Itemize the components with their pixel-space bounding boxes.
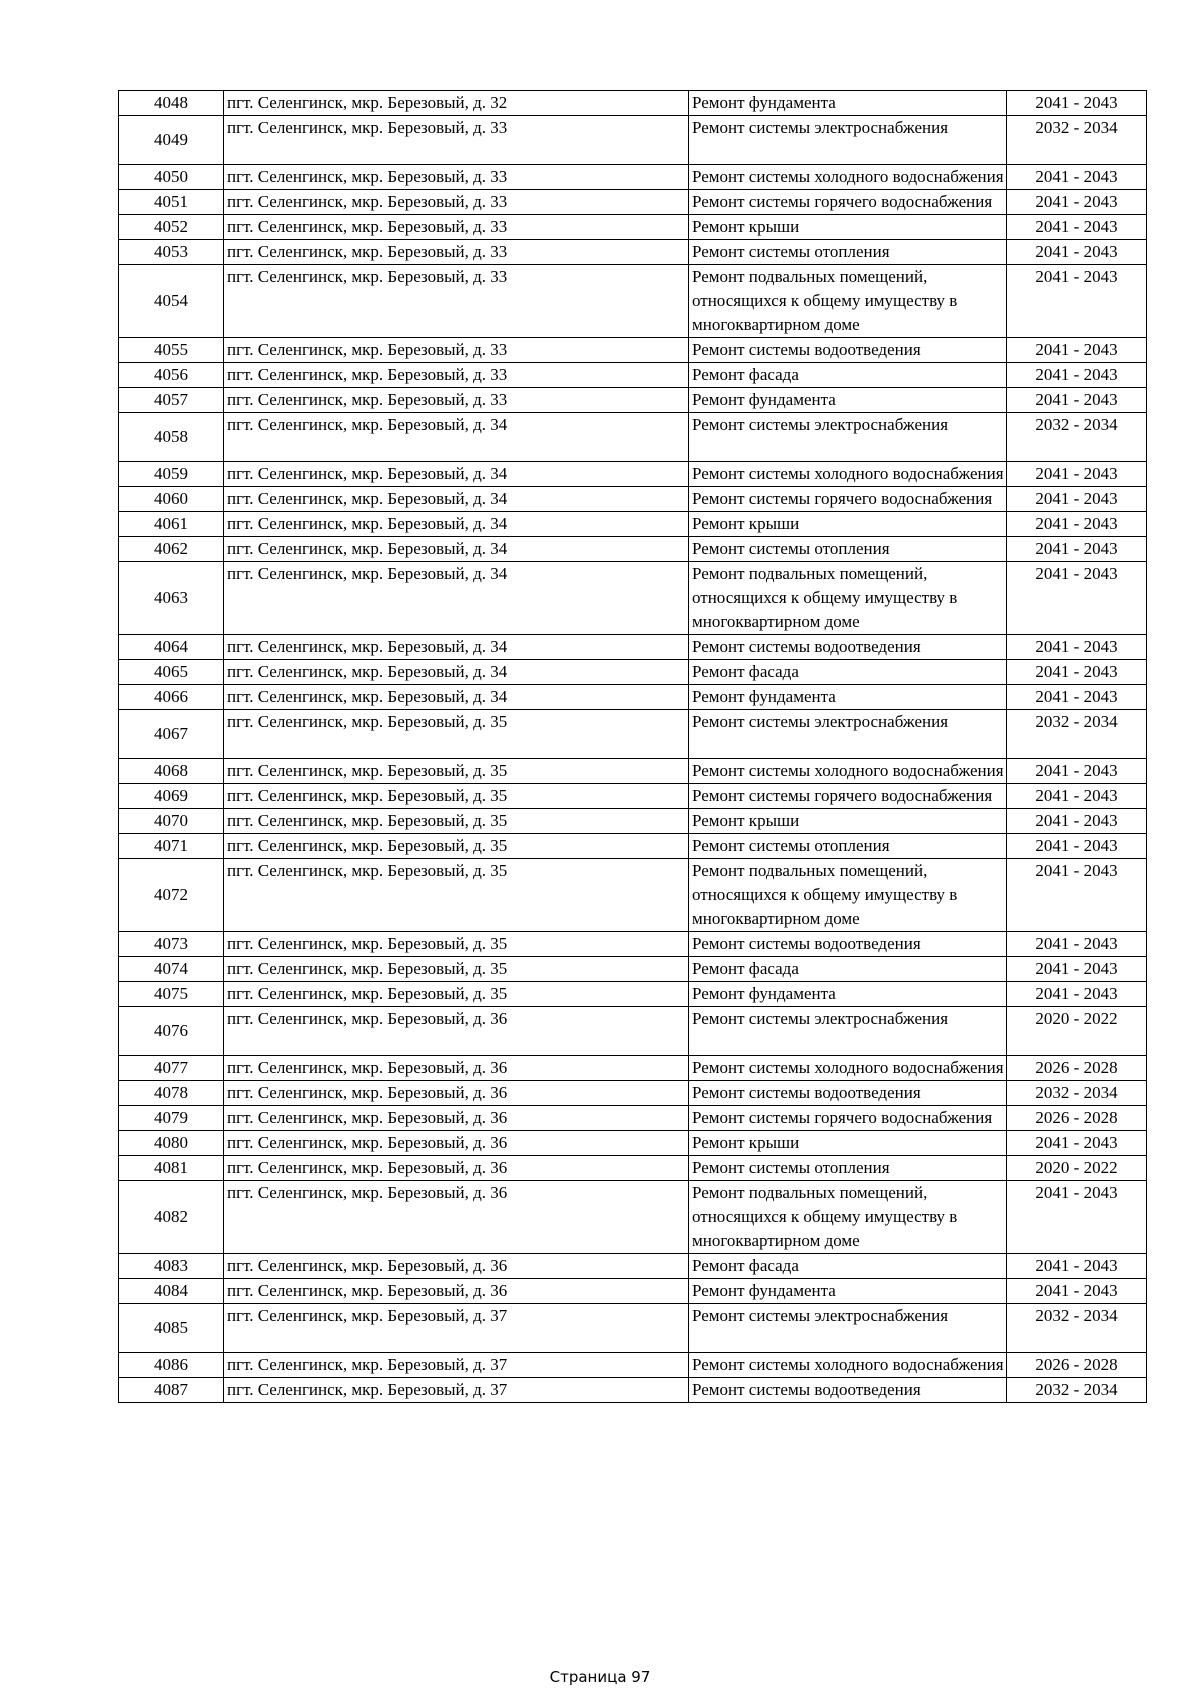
row-address: пгт. Селенгинск, мкр. Березовый, д. 34 [224, 660, 689, 685]
row-work-type: Ремонт фасада [689, 957, 1007, 982]
table-row [119, 512, 1147, 537]
row-number: 4068 [119, 759, 224, 784]
row-work-type: Ремонт подвальных помещений, относящихся к общему имуществу в многоквартирном доме [689, 859, 1007, 932]
row-number: 4057 [119, 388, 224, 413]
row-period: 2041 - 2043 [1007, 537, 1147, 562]
row-work-type: Ремонт системы водоотведения [689, 1378, 1007, 1403]
row-period: 2026 - 2028 [1007, 1106, 1147, 1131]
table-row [119, 1156, 1147, 1181]
row-period: 2041 - 2043 [1007, 859, 1147, 932]
table-row [119, 265, 1147, 338]
table-row [119, 1181, 1147, 1254]
row-address: пгт. Селенгинск, мкр. Березовый, д. 34 [224, 685, 689, 710]
row-work-type: Ремонт фундамента [689, 982, 1007, 1007]
row-number: 4066 [119, 685, 224, 710]
row-number: 4081 [119, 1156, 224, 1181]
row-period: 2041 - 2043 [1007, 685, 1147, 710]
row-address: пгт. Селенгинск, мкр. Березовый, д. 33 [224, 265, 689, 338]
table-row [119, 1007, 1147, 1056]
table-row [119, 215, 1147, 240]
table-row [119, 982, 1147, 1007]
table-row [119, 1304, 1147, 1353]
row-work-type: Ремонт системы горячего водоснабжения [689, 190, 1007, 215]
row-work-type: Ремонт системы отопления [689, 537, 1007, 562]
table-row [119, 932, 1147, 957]
row-address: пгт. Селенгинск, мкр. Березовый, д. 37 [224, 1353, 689, 1378]
row-work-type: Ремонт фундамента [689, 1279, 1007, 1304]
row-number: 4085 [119, 1304, 224, 1353]
row-period: 2032 - 2034 [1007, 710, 1147, 759]
row-work-type: Ремонт системы электроснабжения [689, 710, 1007, 759]
row-address: пгт. Селенгинск, мкр. Березовый, д. 35 [224, 834, 689, 859]
row-address: пгт. Селенгинск, мкр. Березовый, д. 33 [224, 165, 689, 190]
row-address: пгт. Селенгинск, мкр. Березовый, д. 36 [224, 1254, 689, 1279]
table-row [119, 635, 1147, 660]
row-period: 2041 - 2043 [1007, 759, 1147, 784]
row-work-type: Ремонт системы водоотведения [689, 932, 1007, 957]
row-address: пгт. Селенгинск, мкр. Березовый, д. 34 [224, 487, 689, 512]
row-number: 4065 [119, 660, 224, 685]
row-period: 2041 - 2043 [1007, 363, 1147, 388]
table-row [119, 685, 1147, 710]
row-number: 4071 [119, 834, 224, 859]
row-period: 2026 - 2028 [1007, 1056, 1147, 1081]
row-address: пгт. Селенгинск, мкр. Березовый, д. 33 [224, 215, 689, 240]
row-address: пгт. Селенгинск, мкр. Березовый, д. 33 [224, 116, 689, 165]
row-number: 4059 [119, 462, 224, 487]
row-number: 4072 [119, 859, 224, 932]
row-number: 4058 [119, 413, 224, 462]
table-row [119, 660, 1147, 685]
row-number: 4064 [119, 635, 224, 660]
row-period: 2041 - 2043 [1007, 1254, 1147, 1279]
row-number: 4050 [119, 165, 224, 190]
table-row [119, 562, 1147, 635]
row-number: 4086 [119, 1353, 224, 1378]
row-work-type: Ремонт фундамента [689, 388, 1007, 413]
row-address: пгт. Селенгинск, мкр. Березовый, д. 33 [224, 240, 689, 265]
row-address: пгт. Селенгинск, мкр. Березовый, д. 32 [224, 91, 689, 116]
row-address: пгт. Селенгинск, мкр. Березовый, д. 33 [224, 388, 689, 413]
table-row [119, 388, 1147, 413]
table-row [119, 1378, 1147, 1403]
row-work-type: Ремонт системы горячего водоснабжения [689, 1106, 1007, 1131]
repair-schedule-table [118, 90, 1147, 1403]
row-number: 4048 [119, 91, 224, 116]
table-row [119, 1056, 1147, 1081]
row-period: 2032 - 2034 [1007, 1304, 1147, 1353]
table-row [119, 338, 1147, 363]
row-address: пгт. Селенгинск, мкр. Березовый, д. 35 [224, 982, 689, 1007]
row-number: 4078 [119, 1081, 224, 1106]
row-address: пгт. Селенгинск, мкр. Березовый, д. 34 [224, 462, 689, 487]
row-work-type: Ремонт фасада [689, 660, 1007, 685]
table-row [119, 759, 1147, 784]
row-address: пгт. Селенгинск, мкр. Березовый, д. 37 [224, 1304, 689, 1353]
row-number: 4083 [119, 1254, 224, 1279]
row-period: 2041 - 2043 [1007, 190, 1147, 215]
row-period: 2041 - 2043 [1007, 487, 1147, 512]
row-number: 4061 [119, 512, 224, 537]
table-row [119, 957, 1147, 982]
row-address: пгт. Селенгинск, мкр. Березовый, д. 36 [224, 1131, 689, 1156]
row-period: 2041 - 2043 [1007, 809, 1147, 834]
row-work-type: Ремонт системы водоотведения [689, 338, 1007, 363]
row-period: 2032 - 2034 [1007, 1378, 1147, 1403]
row-work-type: Ремонт крыши [689, 215, 1007, 240]
row-work-type: Ремонт фундамента [689, 91, 1007, 116]
row-number: 4052 [119, 215, 224, 240]
row-address: пгт. Селенгинск, мкр. Березовый, д. 36 [224, 1056, 689, 1081]
row-address: пгт. Селенгинск, мкр. Березовый, д. 35 [224, 809, 689, 834]
row-work-type: Ремонт системы холодного водоснабжения [689, 1353, 1007, 1378]
row-address: пгт. Селенгинск, мкр. Березовый, д. 35 [224, 759, 689, 784]
row-work-type: Ремонт системы холодного водоснабжения [689, 1056, 1007, 1081]
row-address: пгт. Селенгинск, мкр. Березовый, д. 36 [224, 1156, 689, 1181]
row-address: пгт. Селенгинск, мкр. Березовый, д. 35 [224, 957, 689, 982]
row-address: пгт. Селенгинск, мкр. Березовый, д. 34 [224, 562, 689, 635]
page-number: Страница 97 [549, 1668, 651, 1686]
row-period: 2041 - 2043 [1007, 1181, 1147, 1254]
row-period: 2041 - 2043 [1007, 512, 1147, 537]
table-row [119, 1131, 1147, 1156]
row-work-type: Ремонт фасада [689, 363, 1007, 388]
row-address: пгт. Селенгинск, мкр. Березовый, д. 36 [224, 1279, 689, 1304]
table-row [119, 809, 1147, 834]
row-work-type: Ремонт системы холодного водоснабжения [689, 759, 1007, 784]
row-period: 2026 - 2028 [1007, 1353, 1147, 1378]
row-address: пгт. Селенгинск, мкр. Березовый, д. 35 [224, 859, 689, 932]
row-address: пгт. Селенгинск, мкр. Березовый, д. 33 [224, 338, 689, 363]
row-number: 4074 [119, 957, 224, 982]
table-row [119, 859, 1147, 932]
row-number: 4075 [119, 982, 224, 1007]
row-period: 2041 - 2043 [1007, 635, 1147, 660]
row-address: пгт. Селенгинск, мкр. Березовый, д. 33 [224, 363, 689, 388]
row-period: 2041 - 2043 [1007, 215, 1147, 240]
row-period: 2041 - 2043 [1007, 388, 1147, 413]
row-number: 4060 [119, 487, 224, 512]
row-work-type: Ремонт системы горячего водоснабжения [689, 784, 1007, 809]
row-work-type: Ремонт крыши [689, 809, 1007, 834]
table-row [119, 710, 1147, 759]
row-number: 4049 [119, 116, 224, 165]
row-number: 4073 [119, 932, 224, 957]
row-period: 2041 - 2043 [1007, 462, 1147, 487]
row-work-type: Ремонт системы холодного водоснабжения [689, 462, 1007, 487]
table-row [119, 537, 1147, 562]
row-period: 2041 - 2043 [1007, 834, 1147, 859]
row-work-type: Ремонт системы электроснабжения [689, 1007, 1007, 1056]
row-address: пгт. Селенгинск, мкр. Березовый, д. 34 [224, 537, 689, 562]
row-number: 4080 [119, 1131, 224, 1156]
row-period: 2041 - 2043 [1007, 982, 1147, 1007]
row-period: 2041 - 2043 [1007, 338, 1147, 363]
row-work-type: Ремонт подвальных помещений, относящихся к общему имуществу в многоквартирном доме [689, 562, 1007, 635]
row-work-type: Ремонт подвальных помещений, относящихся к общему имуществу в многоквартирном доме [689, 1181, 1007, 1254]
table-row [119, 487, 1147, 512]
row-number: 4070 [119, 809, 224, 834]
row-number: 4076 [119, 1007, 224, 1056]
row-number: 4062 [119, 537, 224, 562]
table-row [119, 1353, 1147, 1378]
row-work-type: Ремонт системы электроснабжения [689, 116, 1007, 165]
table-row [119, 91, 1147, 116]
row-address: пгт. Селенгинск, мкр. Березовый, д. 36 [224, 1181, 689, 1254]
row-address: пгт. Селенгинск, мкр. Березовый, д. 35 [224, 710, 689, 759]
row-period: 2041 - 2043 [1007, 932, 1147, 957]
row-number: 4079 [119, 1106, 224, 1131]
table-row [119, 413, 1147, 462]
row-period: 2041 - 2043 [1007, 91, 1147, 116]
row-number: 4077 [119, 1056, 224, 1081]
row-number: 4067 [119, 710, 224, 759]
row-number: 4069 [119, 784, 224, 809]
table-row [119, 240, 1147, 265]
table-row [119, 165, 1147, 190]
row-work-type: Ремонт фундамента [689, 685, 1007, 710]
row-work-type: Ремонт системы отопления [689, 240, 1007, 265]
row-period: 2041 - 2043 [1007, 957, 1147, 982]
table-row [119, 1081, 1147, 1106]
row-number: 4054 [119, 265, 224, 338]
row-address: пгт. Селенгинск, мкр. Березовый, д. 37 [224, 1378, 689, 1403]
row-period: 2041 - 2043 [1007, 1279, 1147, 1304]
row-address: пгт. Селенгинск, мкр. Березовый, д. 34 [224, 512, 689, 537]
row-work-type: Ремонт системы отопления [689, 1156, 1007, 1181]
row-work-type: Ремонт системы водоотведения [689, 1081, 1007, 1106]
row-address: пгт. Селенгинск, мкр. Березовый, д. 36 [224, 1106, 689, 1131]
row-work-type: Ремонт крыши [689, 512, 1007, 537]
row-period: 2041 - 2043 [1007, 784, 1147, 809]
table-row [119, 363, 1147, 388]
row-address: пгт. Селенгинск, мкр. Березовый, д. 36 [224, 1081, 689, 1106]
row-work-type: Ремонт системы электроснабжения [689, 1304, 1007, 1353]
table-row [119, 190, 1147, 215]
row-number: 4084 [119, 1279, 224, 1304]
row-work-type: Ремонт системы электроснабжения [689, 413, 1007, 462]
row-work-type: Ремонт системы горячего водоснабжения [689, 487, 1007, 512]
row-work-type: Ремонт системы отопления [689, 834, 1007, 859]
table-row [119, 1254, 1147, 1279]
table-row [119, 116, 1147, 165]
table-row [119, 834, 1147, 859]
row-period: 2032 - 2034 [1007, 1081, 1147, 1106]
table-row [119, 784, 1147, 809]
row-address: пгт. Селенгинск, мкр. Березовый, д. 35 [224, 784, 689, 809]
row-period: 2032 - 2034 [1007, 413, 1147, 462]
row-period: 2041 - 2043 [1007, 1131, 1147, 1156]
row-address: пгт. Селенгинск, мкр. Березовый, д. 34 [224, 413, 689, 462]
row-period: 2041 - 2043 [1007, 562, 1147, 635]
row-work-type: Ремонт фасада [689, 1254, 1007, 1279]
row-address: пгт. Селенгинск, мкр. Березовый, д. 34 [224, 635, 689, 660]
row-address: пгт. Селенгинск, мкр. Березовый, д. 33 [224, 190, 689, 215]
row-number: 4063 [119, 562, 224, 635]
row-work-type: Ремонт подвальных помещений, относящихся к общему имуществу в многоквартирном доме [689, 265, 1007, 338]
row-number: 4087 [119, 1378, 224, 1403]
row-work-type: Ремонт системы водоотведения [689, 635, 1007, 660]
row-number: 4056 [119, 363, 224, 388]
row-work-type: Ремонт крыши [689, 1131, 1007, 1156]
row-number: 4055 [119, 338, 224, 363]
row-period: 2041 - 2043 [1007, 265, 1147, 338]
row-period: 2020 - 2022 [1007, 1007, 1147, 1056]
row-number: 4082 [119, 1181, 224, 1254]
row-period: 2041 - 2043 [1007, 240, 1147, 265]
row-work-type: Ремонт системы холодного водоснабжения [689, 165, 1007, 190]
row-number: 4053 [119, 240, 224, 265]
table-row [119, 1279, 1147, 1304]
row-address: пгт. Селенгинск, мкр. Березовый, д. 36 [224, 1007, 689, 1056]
row-period: 2032 - 2034 [1007, 116, 1147, 165]
table-row [119, 1106, 1147, 1131]
row-address: пгт. Селенгинск, мкр. Березовый, д. 35 [224, 932, 689, 957]
row-number: 4051 [119, 190, 224, 215]
table-body [119, 91, 1147, 1403]
table-row [119, 462, 1147, 487]
row-period: 2020 - 2022 [1007, 1156, 1147, 1181]
row-period: 2041 - 2043 [1007, 165, 1147, 190]
row-period: 2041 - 2043 [1007, 660, 1147, 685]
